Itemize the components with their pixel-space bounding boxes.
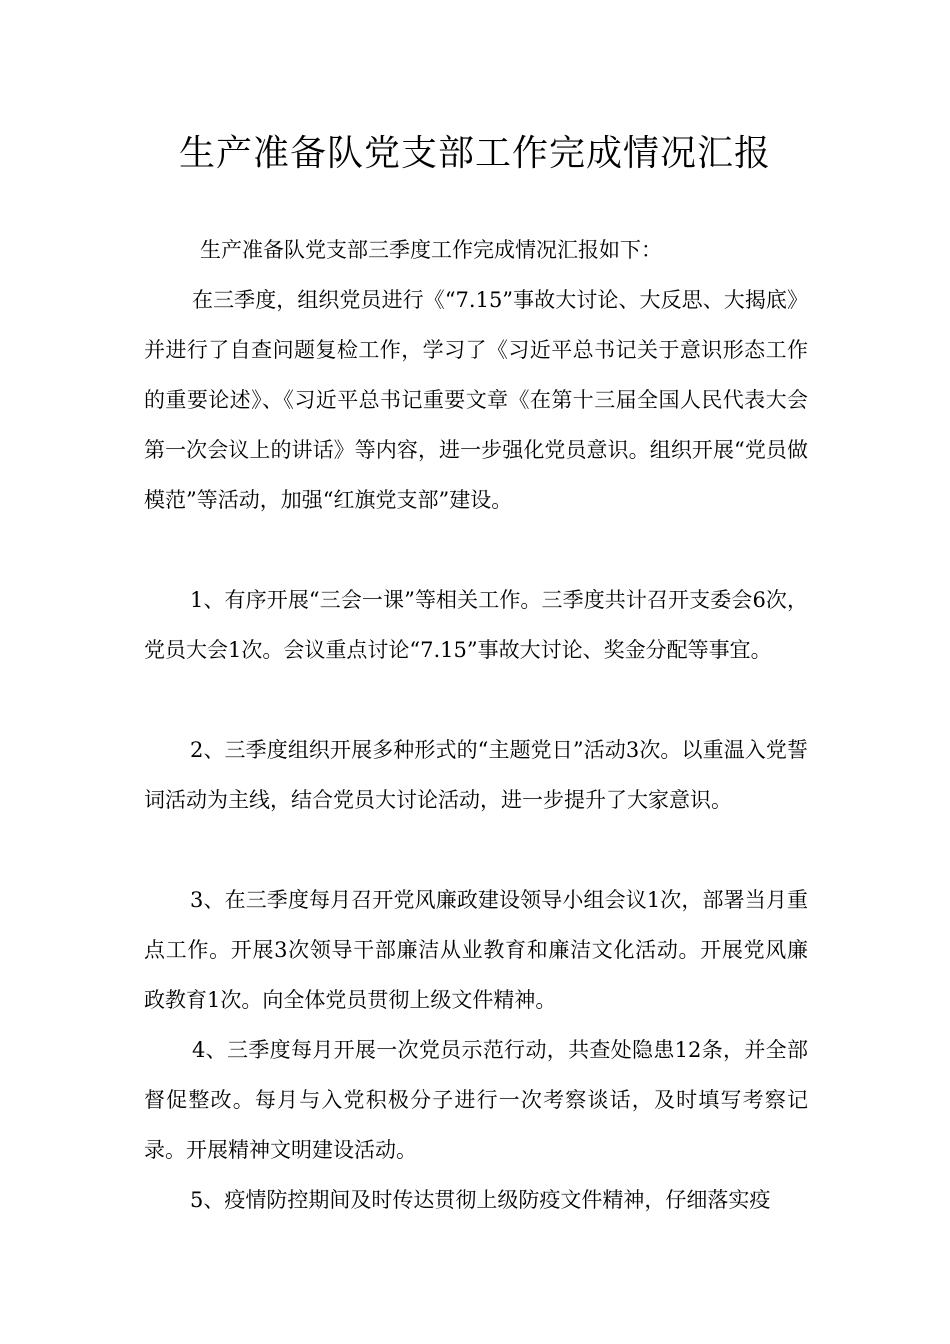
paragraph-item-4: 4、三季度每月开展一次党员示范行动，共查处隐患12条，并全部督促整改。每月与入党积极分子进行一次考察谈话，及时填写考察记录。开展精神文明建设活动。: [144, 1038, 808, 1162]
paragraph-item-5: 5、疫情防控期间及时传达贯彻上级防疫文件精神，仔细落实疫: [190, 1188, 771, 1212]
paragraph-item-2: 2、三季度组织开展多种形式的“主题党日”活动3次。以重温入党誓词活动为主线，结合党员大讨论活动，进一步提升了大家意识。: [144, 738, 808, 812]
paragraph-summary: 在三季度，组织党员进行《“7.15”事故大讨论、大反思、大揭底》并进行了自查问题复检工作，学习了《习近平总书记关于意识形态工作的重要论述》、《习近平总书记重要文章《在第十三届全国人民代表大会第一次会议上的讲话》等内容，进一步强化党员意识。组织开展“党员做模范”等活动，加强“红旗党支部”建设。: [144, 288, 808, 512]
paragraph-item-1: 1、有序开展“三会一课”等相关工作。三季度共计召开支委会6次，党员大会1次。会议重点讨论“7.15”事故大讨论、奖金分配等事宜。: [144, 588, 808, 662]
document-title: 生产准备队党支部工作完成情况汇报: [178, 133, 771, 174]
paragraph-item-3: 3、在三季度每月召开党风廉政建设领导小组会议1次，部署当月重点工作。开展3次领导干部廉洁从业教育和廉洁文化活动。开展党风廉政教育1次。向全体党员贯彻上级文件精神。: [144, 888, 808, 1012]
intro-paragraph: 生产准备队党支部三季度工作完成情况汇报如下：: [200, 238, 662, 262]
